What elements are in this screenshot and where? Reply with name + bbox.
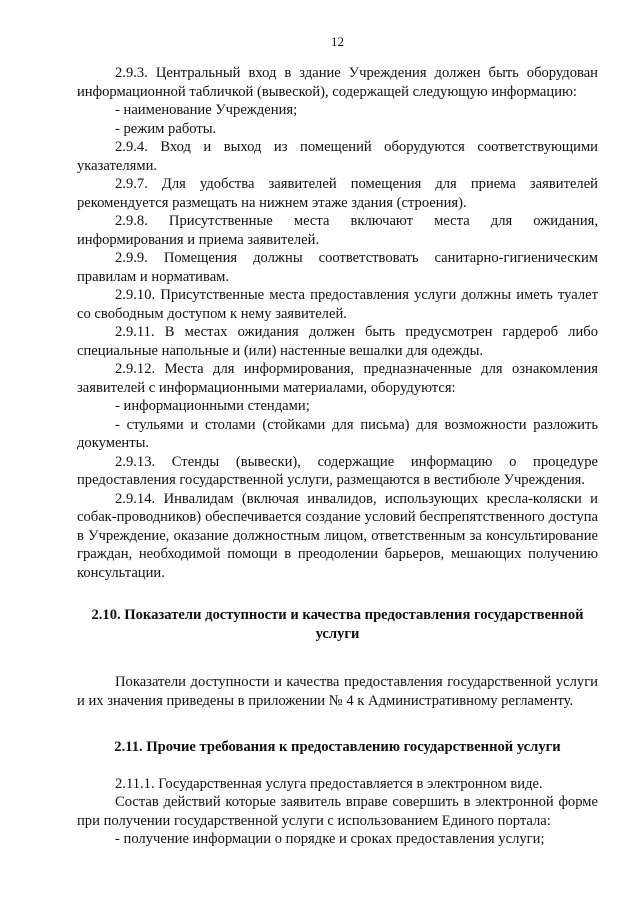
paragraph: 2.9.10. Присутственные места предоставления услуги должны иметь туалет со свободным доступом к нему заявителей. [77,287,598,322]
section-heading-2-10: 2.10. Показатели доступности и качества предоставления государственной услуги [91,607,584,642]
paragraph: 2.9.4. Вход и выход из помещений оборудуются соответствующими указателями. [77,139,598,174]
paragraph: 2.9.11. В местах ожидания должен быть предусмотрен гардероб либо специальные напольные и (или) настенные вешалки для одежды. [77,324,598,359]
paragraph: Состав действий которые заявитель вправе совершить в электронной форме при получении государственной услуги с использованием Единого портала: [77,794,598,829]
list-item: - информационными стендами; [115,398,310,414]
paragraph: 2.9.12. Места для информирования, предназначенные для ознакомления заявителей с информационными материалами, оборудуются: [77,361,598,396]
paragraph: 2.11.1. Государственная услуга предоставляется в электронном виде. [115,775,543,792]
paragraph: 2.9.14. Инвалидам (включая инвалидов, использующих кресла-коляски и собак-проводников) обеспечивается создание условий беспрепятственного доступа в Учреждение, оказание должностным лицом, ответственным за консультирование граждан, необходимой помощи в преодолении барьеров, мешающих получению консультации. [77,490,598,581]
section-2-9-body [77,64,598,582]
list-item: - получение информации о порядке и сроках предоставления услуги; [115,831,545,847]
list-item: - стульями и столами (стойками для письма) для возможности разложить документы. [77,416,598,451]
paragraph: 2.9.3. Центральный вход в здание Учреждения должен быть оборудован информационной табличкой (вывеской), содержащей следующую информацию: [77,65,598,100]
section-heading-2-11: 2.11. Прочие требования к предоставлению государственной услуги [114,739,561,755]
page-number: 12 [331,34,344,49]
paragraph: 2.9.7. Для удобства заявителей помещения для приема заявителей рекомендуется размещать на нижнем этаже здания (строения). [77,176,598,211]
paragraph: 2.9.13. Стенды (вывески), содержащие информацию о процедуре предоставления государственной услуги, размещаются в вестибюле Учреждения. [77,453,598,488]
section-2-10-body [77,673,598,710]
paragraph: 2.9.9. Помещения должны соответствовать санитарно-гигиеническим правилам и нормативам. [77,250,598,285]
section-2-11-body [77,775,598,849]
paragraph: Показатели доступности и качества предоставления государственной услуги и их значения приведены в приложении № 4 к Административному регламенту. [77,674,598,709]
list-item: - наименование Учреждения; [115,102,298,118]
list-item: - режим работы. [115,120,217,137]
paragraph: 2.9.8. Присутственные места включают места для ожидания, информирования и приема заявителей. [77,213,598,248]
